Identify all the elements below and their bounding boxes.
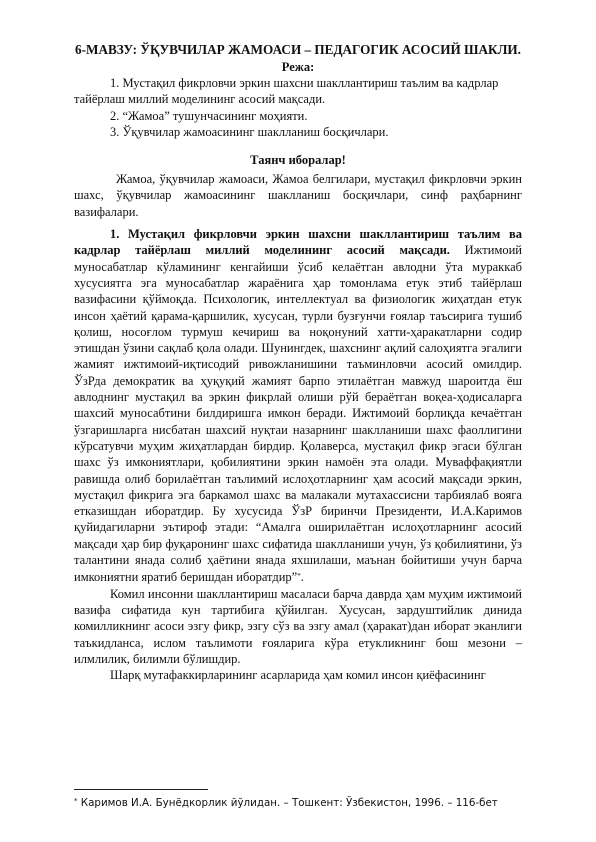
- footnote: [74, 795, 498, 810]
- plan-item: 3. Ўқувчилар жамоасининг шаклланиш босқичлари.: [110, 124, 389, 139]
- plan-label: Режа:: [281, 60, 315, 74]
- footnote-text: Каримов И.А. Бунёдкорлик йўлидан. – Тошкент: Ўзбекистон, 1996. – 116-бет: [80, 797, 498, 809]
- footnote-reference[interactable]: *: [297, 572, 301, 581]
- footnote-divider: [74, 789, 208, 790]
- section-1-body: Ижтимоий муносабатлар кўламининг кенгайиши ўсиб келаётган авлодни ўта мураккаб хусусиятга эга муносабатлар жараёнига ҳар томонлама етук этиб тайёрлаш вазифасини қўймоқда. Психологик, интеллектуал ва физиологик жиҳатдан етук инсон ҳаётий қарама-қаршилик, хусусан, турли бузғунчи ғоялар таъсирига тушиб қолиш, носоғлом турмуш кечириш ва ноқонуний хатти-ҳаракатларни содир этишдан ўзини сақлаб қола олади. Шунингдек, шахснинг ақлий салоҳиятга эгалиги жамият ижтимоий-иқтисодий ривожланишини таъминловчи асосий омилдир. ЎзРда демократик ва ҳуқуқий жамият барпо этилаётган мавжуд шароитда ёш авлоднинг мустақил ва эркин фикрлай олиши рўй бераётган воқеа-ҳодисаларга шахсий муносабтини билдиришга имкон беради. Ижтимоий борлиқда кечаётган ўзгаришларга нисбатан шахсий нуқтаи назарнинг шаклланиши шахс фаоллигини кўрсатувчи муҳим жиҳатлардан бирдир. Қолаверса, мустақил фикр эгаси бўлган шахс ўз имкониятлари, қобилиятини эркин намоён эта олади. Муваффақиятли равишда олиб борилаётган таълимий ислоҳотларнинг ҳам асосий мақсади эркин, мустақил фикрига эга баркамол шахс ва малакали мутахассисни тарбиялаб вояга етказишдан иборатдир. Бу хусусида ЎзР биринчи Президенти, И.А.Каримов қуйидагиларни эътироф этади: “Амалга оширилаётган ислоҳотларнинг асосий мақсади ҳар бир фуқаронинг шахс сифатида шаклланиши учун, ўз қобилиятини, ўз талантини янада солиб ҳаётини янада яхшилаши, маънан бойитиши учун барча имкониятни яратиб беришдан иборатдир”: [74, 243, 522, 585]
- plan-list: [74, 75, 522, 140]
- section-1-end: .: [300, 570, 304, 585]
- body-paragraph-3: Шарқ мутафаккирларининг асарларида ҳам комил инсон қиёфасининг: [110, 668, 486, 683]
- body-paragraph-2: Комил инсонни шакллантириш масаласи барча даврда ҳам муҳим ижтимоий вазифа сифатида кун тартибига қўйилган. Хусусан, зардуштийлик динида комилликнинг асоси эзгу фикр, эзгу сўз ва эзгу амал (ҳаракат)дан иборат эканлиги таъкидланса, ислом таълимоти ғояларига кўра етукликнинг бош мезони – илмлилик, билимли бўлишдир.: [74, 586, 522, 666]
- plan-item: 2. “Жамоа” тушунчасининг моҳияти.: [110, 108, 308, 123]
- keywords-heading: Таянч иборалар!: [250, 153, 346, 168]
- plan-item: 1. Мустақил фикрловчи эркин шахсни шакллантириш таълим ва кадрлар тайёрлаш миллий моделининг асосий мақсади.: [74, 76, 499, 107]
- keywords-paragraph: Жамоа, ўқувчилар жамоаси, Жамоа белгилари, мустақил фикрловчи эркин шахс, ўқувчилар жамоасининг шаклланиш босқичлари, синф раҳбарнинг вазифалари.: [74, 172, 522, 219]
- section-1-heading: 1. Мустақил фикрловчи эркин шахсни шакллантириш таълим ва кадрлар тайёрлаш миллий моделининг асосий мақсади.: [74, 227, 522, 258]
- section-1-paragraph: [74, 226, 522, 586]
- footnote-mark: *: [74, 797, 78, 805]
- page-title: 6-МАВЗУ: ЎҚУВЧИЛАР ЖАМОАСИ – ПЕДАГОГИК АСОСИЙ ШАКЛИ.: [75, 42, 521, 57]
